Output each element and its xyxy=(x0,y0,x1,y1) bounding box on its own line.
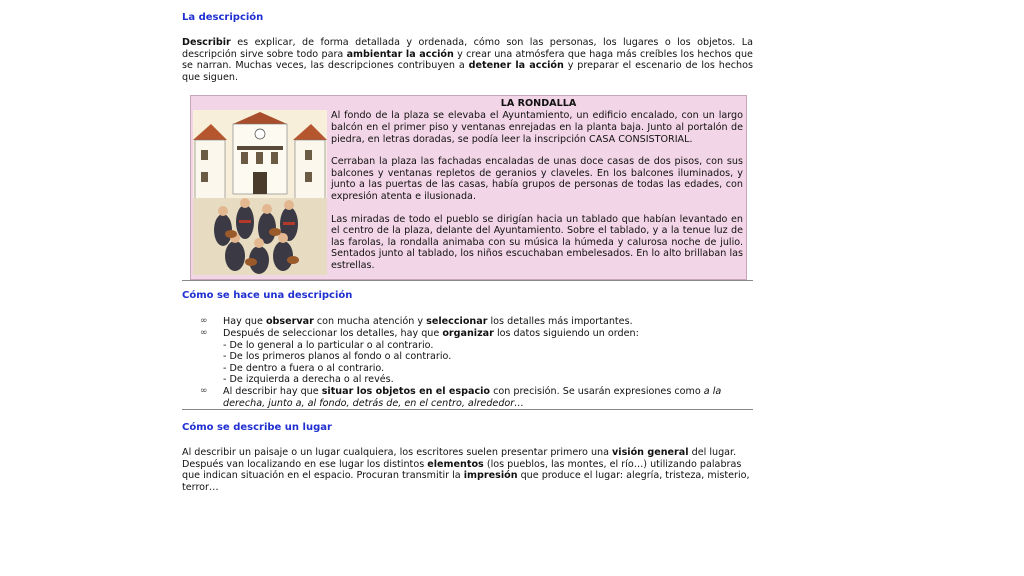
bullet-icon: ∞ xyxy=(200,327,208,338)
order-line: - De lo general a lo particular o al contrario. xyxy=(223,339,434,351)
steps-list xyxy=(200,316,740,409)
list-item xyxy=(200,386,740,409)
intro-paragraph xyxy=(182,37,753,83)
example-box xyxy=(190,95,747,280)
list-item xyxy=(200,328,740,386)
emphasis-text: elementos xyxy=(427,458,484,470)
document-page xyxy=(182,12,753,494)
emphasis-text: seleccionar xyxy=(426,316,488,328)
list-item-text xyxy=(223,386,721,409)
text-run: y crear una atmósfera que haga más creíbles los hechos que se narran. Muchas veces, las descripciones contribuyen a xyxy=(182,48,753,72)
example-paragraph: Las miradas de todo el pueblo se dirigían hacia un tablado que habían levantado en el centro de la plaza, delante del Ayuntamiento. Sobre el tablado, y a la tenue luz de las farolas, la rondalla animaba con su música la húmeda y calurosa noche de julio. Sentados junto al tablado, los niños escuchaban embelesados. En lo alto brillaban las estrellas. xyxy=(331,213,743,271)
emphasis-text: observar xyxy=(265,316,314,328)
section-heading-como-se-hace: Cómo se hace una descripción xyxy=(182,290,353,302)
bullet-icon: ∞ xyxy=(200,316,208,327)
section-heading-lugar: Cómo se describe un lugar xyxy=(182,422,332,434)
text-run: del lugar. Después van localizando en ese lugar los distintos xyxy=(182,447,737,470)
list-item xyxy=(200,316,740,328)
emphasis-text: organizar xyxy=(442,327,494,339)
text-run: y preparar el escenario de los hechos que siguen. xyxy=(182,60,753,83)
text-run: los datos siguiendo un orden: xyxy=(493,327,639,339)
text-run: Después de seleccionar los detalles, hay que xyxy=(223,327,443,339)
emphasis-text: impresión xyxy=(463,470,518,482)
text-run: con mucha atención y xyxy=(313,316,427,328)
bullet-icon: ∞ xyxy=(200,385,208,396)
list-item-text xyxy=(223,316,633,327)
example-paragraph: Cerraban la plaza las fachadas encaladas de unas doce casas de dos pisos, con sus balcones y ventanas repletos de geranios y claveles. En los balcones iluminados, y junto a las puertas de las casas, había grupos de personas de todas las edades, con expresión atenta e ilusionada. xyxy=(331,156,743,202)
example-text xyxy=(331,110,743,271)
list-item-text xyxy=(223,328,639,339)
emphasis-text: detener la acción xyxy=(468,60,564,72)
emphasis-text: situar los objetos en el espacio xyxy=(321,385,491,397)
text-run: Al describir hay que xyxy=(223,385,322,397)
text-run: (los pueblos, las montes, el río…) utilizando palabras que indican situación en el espacio. Procuran transmitir la xyxy=(182,458,742,482)
order-line: - De izquierda a derecha o al revés. xyxy=(223,374,394,386)
section-heading-descripcion: La descripción xyxy=(182,12,264,23)
emphasis-text: ambientar la acción xyxy=(346,48,454,60)
text-run: con precisión. Se usarán expresiones como xyxy=(490,385,704,397)
divider xyxy=(182,409,753,410)
emphasis-text: Describir xyxy=(182,37,231,48)
text-run: Al describir un paisaje o un lugar cualquiera, los escritores suelen presentar primero una xyxy=(182,447,613,459)
text-run: que produce el lugar: alegría, tristeza, misterio, terror… xyxy=(182,470,750,493)
divider xyxy=(182,280,753,281)
text-run: Hay que xyxy=(223,316,266,328)
emphasis-text: visión general xyxy=(612,447,689,459)
italic-text: a la derecha, junto a, al fondo, detrás de, en el centro, alrededor… xyxy=(223,385,722,409)
example-title: LA RONDALLA xyxy=(500,98,577,110)
order-line: - De los primeros planos al fondo o al contrario. xyxy=(223,351,452,363)
text-run: es explicar, de forma detallada y ordenada, cómo son las personas, los lugares o los objetos. La descripción sirve sobre todo para xyxy=(182,37,753,60)
rondalla-illustration xyxy=(193,110,327,275)
lugar-paragraph xyxy=(182,447,753,493)
order-line: - De dentro a fuera o al contrario. xyxy=(223,362,385,374)
example-paragraph: Al fondo de la plaza se elevaba el Ayuntamiento, un edificio encalado, con un largo balcón en el primer piso y ventanas enrejadas en la planta baja. Junto al portalón de piedra, en letras doradas, se podía leer la inscripción CASA CONSISTORIAL. xyxy=(331,110,743,145)
text-run: los detalles más importantes. xyxy=(487,316,633,328)
